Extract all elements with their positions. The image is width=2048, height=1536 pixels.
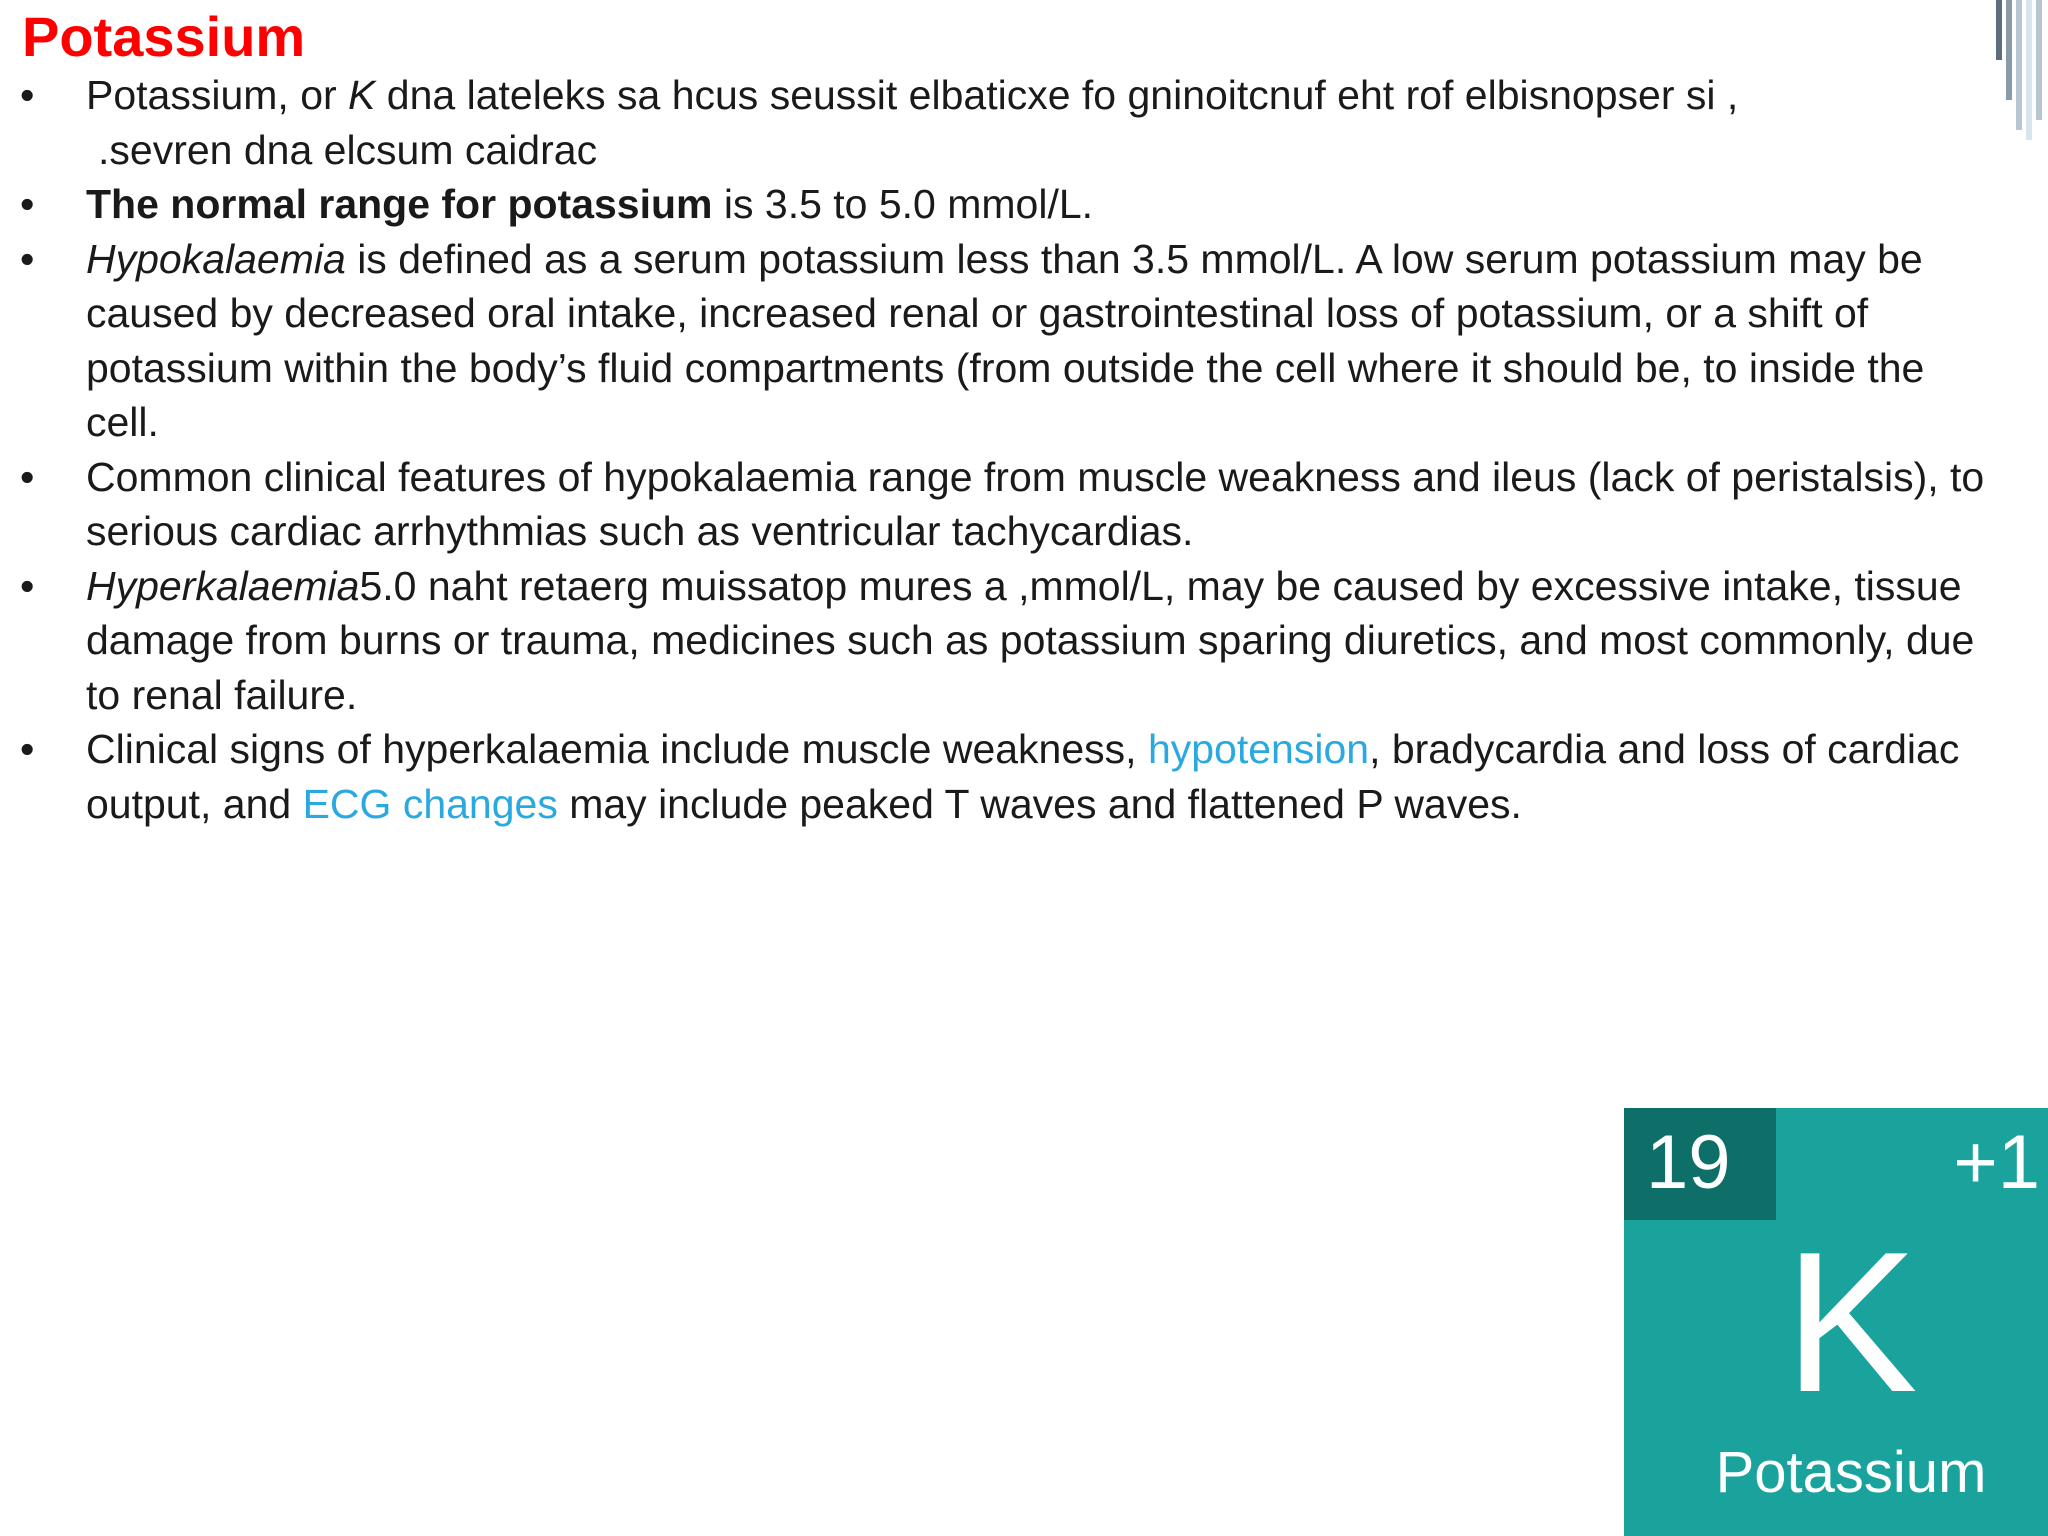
bullet-dot: • <box>20 181 35 227</box>
potassium-element-tile <box>1624 1108 2048 1536</box>
bullet-hypokalaemia-features: • Common clinical features of hypokalaemia range from muscle weakness and ileus (lack of peristalsis), to serious cardiac arrhythmias such as ventricular tachycardias. <box>0 450 1990 559</box>
bullet-dot: • <box>20 235 35 282</box>
bullet-hyperkalaemia: • Hyperkalaemia5.0 naht retaerg muissatop mures a ,mmol/L, may be caused by excessive intake, tissue damage from burns or trauma, medicines such as potassium sparing diuretics, and most commonly, due to renal failure. <box>0 559 1990 723</box>
bullet-dot: • <box>20 453 35 500</box>
stripe <box>2036 0 2042 120</box>
stripe <box>2016 0 2022 130</box>
bullet-hyperkalaemia-signs: • Clinical signs of hyperkalaemia include muscle weakness, hypotension, bradycardia and loss of cardiac output, and ECG changes may include peaked T waves and flattened P waves. <box>0 722 1990 831</box>
hypotension-link[interactable]: hypotension <box>1147 726 1370 772</box>
stripe <box>2026 0 2032 140</box>
bullet-list <box>0 68 1990 831</box>
element-symbol: K <box>1784 1211 1918 1434</box>
bullet-dot: • <box>20 562 35 609</box>
slide-title: Potassium <box>22 5 306 68</box>
stripe <box>1996 0 2002 60</box>
ion-charge: +1 <box>1953 1120 2040 1205</box>
bullet-dot: • <box>20 72 35 118</box>
bullet-normal-range: • The normal range for potassium is 3.5 to 5.0 mmol/L. <box>0 177 1990 232</box>
ecg-changes-link[interactable]: ECG changes <box>302 780 558 827</box>
bullet-dot: • <box>20 726 35 772</box>
atomic-number: 19 <box>1646 1120 1731 1205</box>
slide-corner-stripes-decoration <box>1996 0 2048 140</box>
bullet-potassium-role: • Potassium, or K dna lateleks sa hcus seussit elbaticxe fo gninoitcnuf eht rof elbisnopser si , .sevren dna elcsum caidrac <box>0 68 1990 177</box>
stripe <box>2006 0 2012 100</box>
element-name: Potassium <box>1715 1440 1987 1505</box>
bullet-hypokalaemia: • Hypokalaemia is defined as a serum potassium less than 3.5 mmol/L. A low serum potassium may be caused by decreased oral intake, increased renal or gastrointestinal loss of potassium, or a shift of potassium within the body’s fluid compartments (from outside the cell where it should be, to inside the cell. <box>0 232 1990 450</box>
